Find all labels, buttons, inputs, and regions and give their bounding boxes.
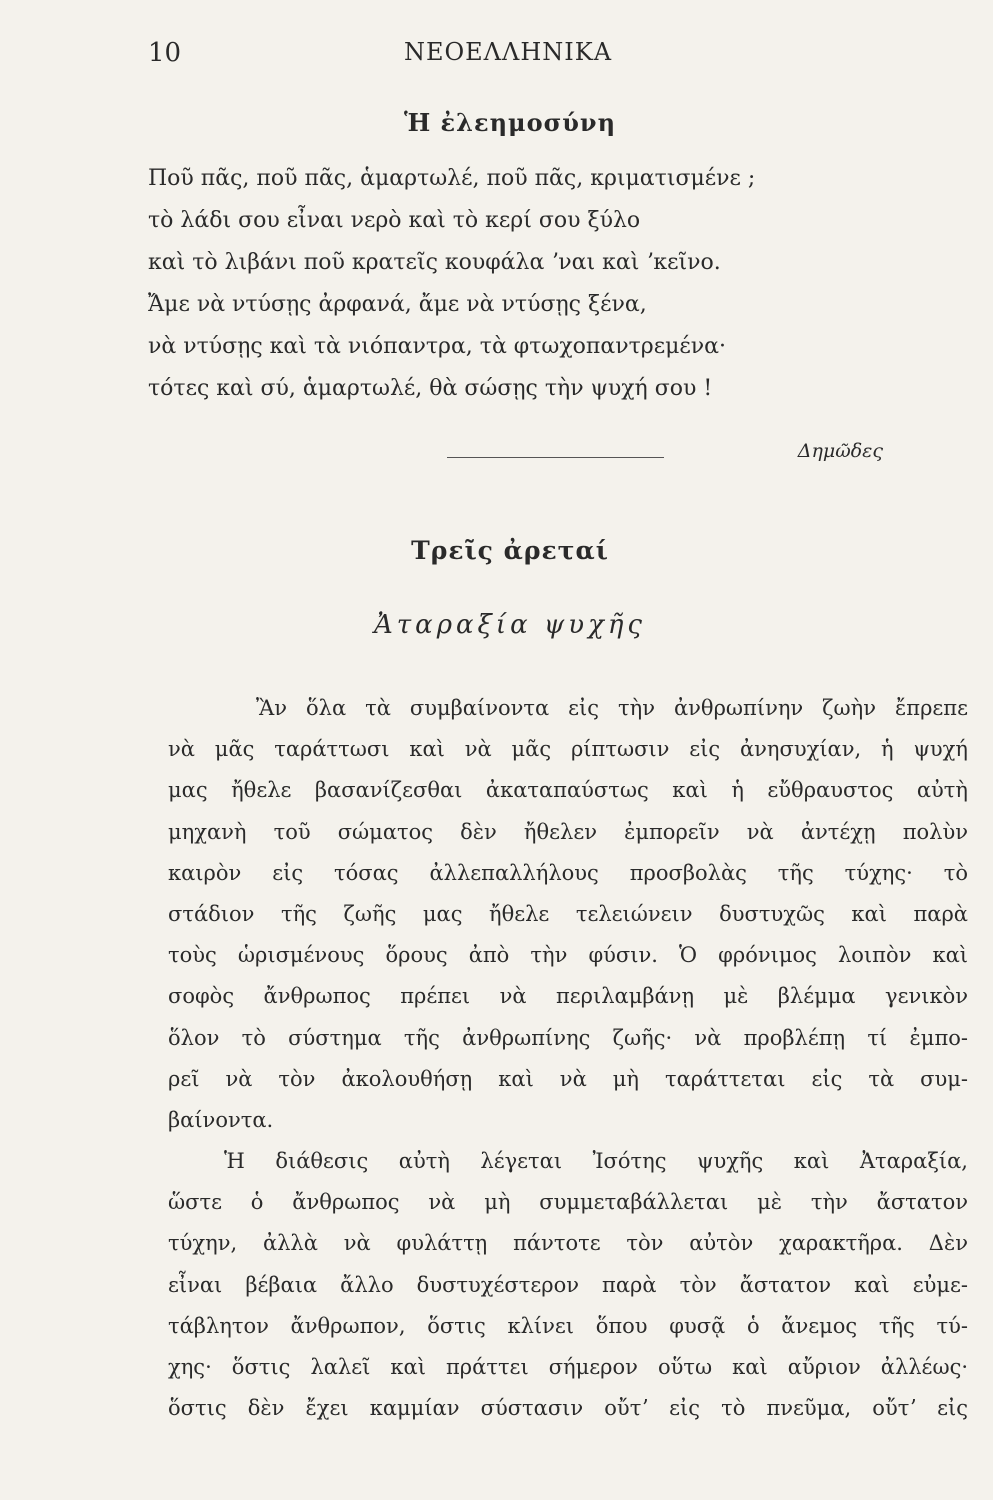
poem-line: νὰ ντύσῃς καὶ τὰ νιόπαντρα, τὰ φτωχοπαντρεμένα· [148, 334, 727, 359]
essay-title: Τρεῖς ἀρεταί [411, 536, 609, 565]
text-line: ρεῖ νὰ τὸν ἀκολουθήσῃ καὶ νὰ μὴ ταράττεται εἰς τὰ συμ- [168, 1066, 968, 1091]
text-line: μηχανὴ τοῦ σώματος δὲν ἤθελεν ἐμπορεῖν νὰ ἀντέχῃ πολὺν [168, 819, 968, 844]
poem-title: Ἡ ἐλεημοσύνη [403, 108, 617, 137]
text-line: χης· ὅστις λαλεῖ καὶ πράττει σήμερον οὕτω καὶ αὔριον ἀλλέως· [168, 1355, 968, 1379]
section-divider [447, 457, 664, 458]
text-line: τοὺς ὡρισμένους ὅρους ἀπὸ τὴν φύσιν. Ὁ φρόνιμος λοιπὸν καὶ [168, 943, 968, 968]
page-header [148, 38, 868, 72]
text-line: νὰ μᾶς ταράττωσι καὶ νὰ μᾶς ρίπτωσιν εἰς ἀνησυχίαν, ἡ ψυχή [168, 737, 968, 762]
text-line: τάβλητον ἄνθρωπον, ὅστις κλίνει ὅπου φυσᾷ ὁ ἄνεμος τῆς τύ- [168, 1313, 968, 1338]
text-line: εἶναι βέβαια ἄλλο δυστυχέστερον παρὰ τὸν ἄστατον καὶ εὐμε- [168, 1272, 968, 1297]
text-line: Ἡ διάθεσις αὐτὴ λέγεται Ἰσότης ψυχῆς καὶ Ἀταραξία, [224, 1149, 968, 1174]
essay-subtitle: Ἀταραξία ψυχῆς [374, 610, 646, 640]
text-line: καιρὸν εἰς τόσας ἀλλεπαλλήλους προσβολὰς τῆς τύχης· τὸ [168, 860, 968, 885]
essay-body [168, 688, 968, 1429]
poem-line: τότες καὶ σύ, ἁμαρτωλέ, θὰ σώσῃς τὴν ψυχή σου ! [148, 376, 713, 401]
text-line: ὅστις δὲν ἔχει καμμίαν σύστασιν οὔτʼ εἰς τὸ πνεῦμα, οὔτʼ εἰς [168, 1396, 968, 1421]
running-title: ΝΕΟΕΛΛΗΝΙΚΑ [403, 38, 613, 66]
page-number: 10 [148, 38, 182, 68]
poem [148, 158, 888, 410]
poem-line: καὶ τὸ λιβάνι ποῦ κρατεῖς κουφάλα ʼναι καὶ ʼκεῖνο. [148, 250, 721, 275]
poem-attribution: Δημῶδες [797, 440, 883, 462]
text-line: σοφὸς ἄνθρωπος πρέπει νὰ περιλαμβάνῃ μὲ βλέμμα γενικὸν [168, 984, 968, 1009]
poem-line: Ποῦ πᾶς, ποῦ πᾶς, ἁμαρτωλέ, ποῦ πᾶς, κριματισμένε ; [148, 166, 756, 191]
text-line: βαίνοντα. [168, 1107, 274, 1132]
text-line: τύχην, ἀλλὰ νὰ φυλάττῃ πάντοτε τὸν αὐτὸν χαρακτῆρα. Δὲν [168, 1231, 968, 1256]
text-line: μας ἤθελε βασανίζεσθαι ἀκαταπαύστως καὶ ἡ εὔθραυστος αὐτὴ [168, 778, 968, 803]
poem-line: Ἄμε νὰ ντύσῃς ἀρφανά, ἄμε νὰ ντύσῃς ξένα, [148, 292, 647, 317]
poem-line: τὸ λάδι σου εἶναι νερὸ καὶ τὸ κερί σου ξύλο [148, 208, 641, 233]
text-line: Ἂν ὅλα τὰ συμβαίνοντα εἰς τὴν ἀνθρωπίνην ζωὴν ἔπρεπε [256, 696, 968, 720]
text-line: στάδιον τῆς ζωῆς μας ἤθελε τελειώνειν δυστυχῶς καὶ παρὰ [168, 901, 968, 926]
text-line: ὥστε ὁ ἄνθρωπος νὰ μὴ συμμεταβάλλεται μὲ τὴν ἄστατον [168, 1190, 968, 1215]
text-line: ὅλον τὸ σύστημα τῆς ἀνθρωπίνης ζωῆς· νὰ προβλέπῃ τί ἐμπο- [168, 1025, 968, 1050]
